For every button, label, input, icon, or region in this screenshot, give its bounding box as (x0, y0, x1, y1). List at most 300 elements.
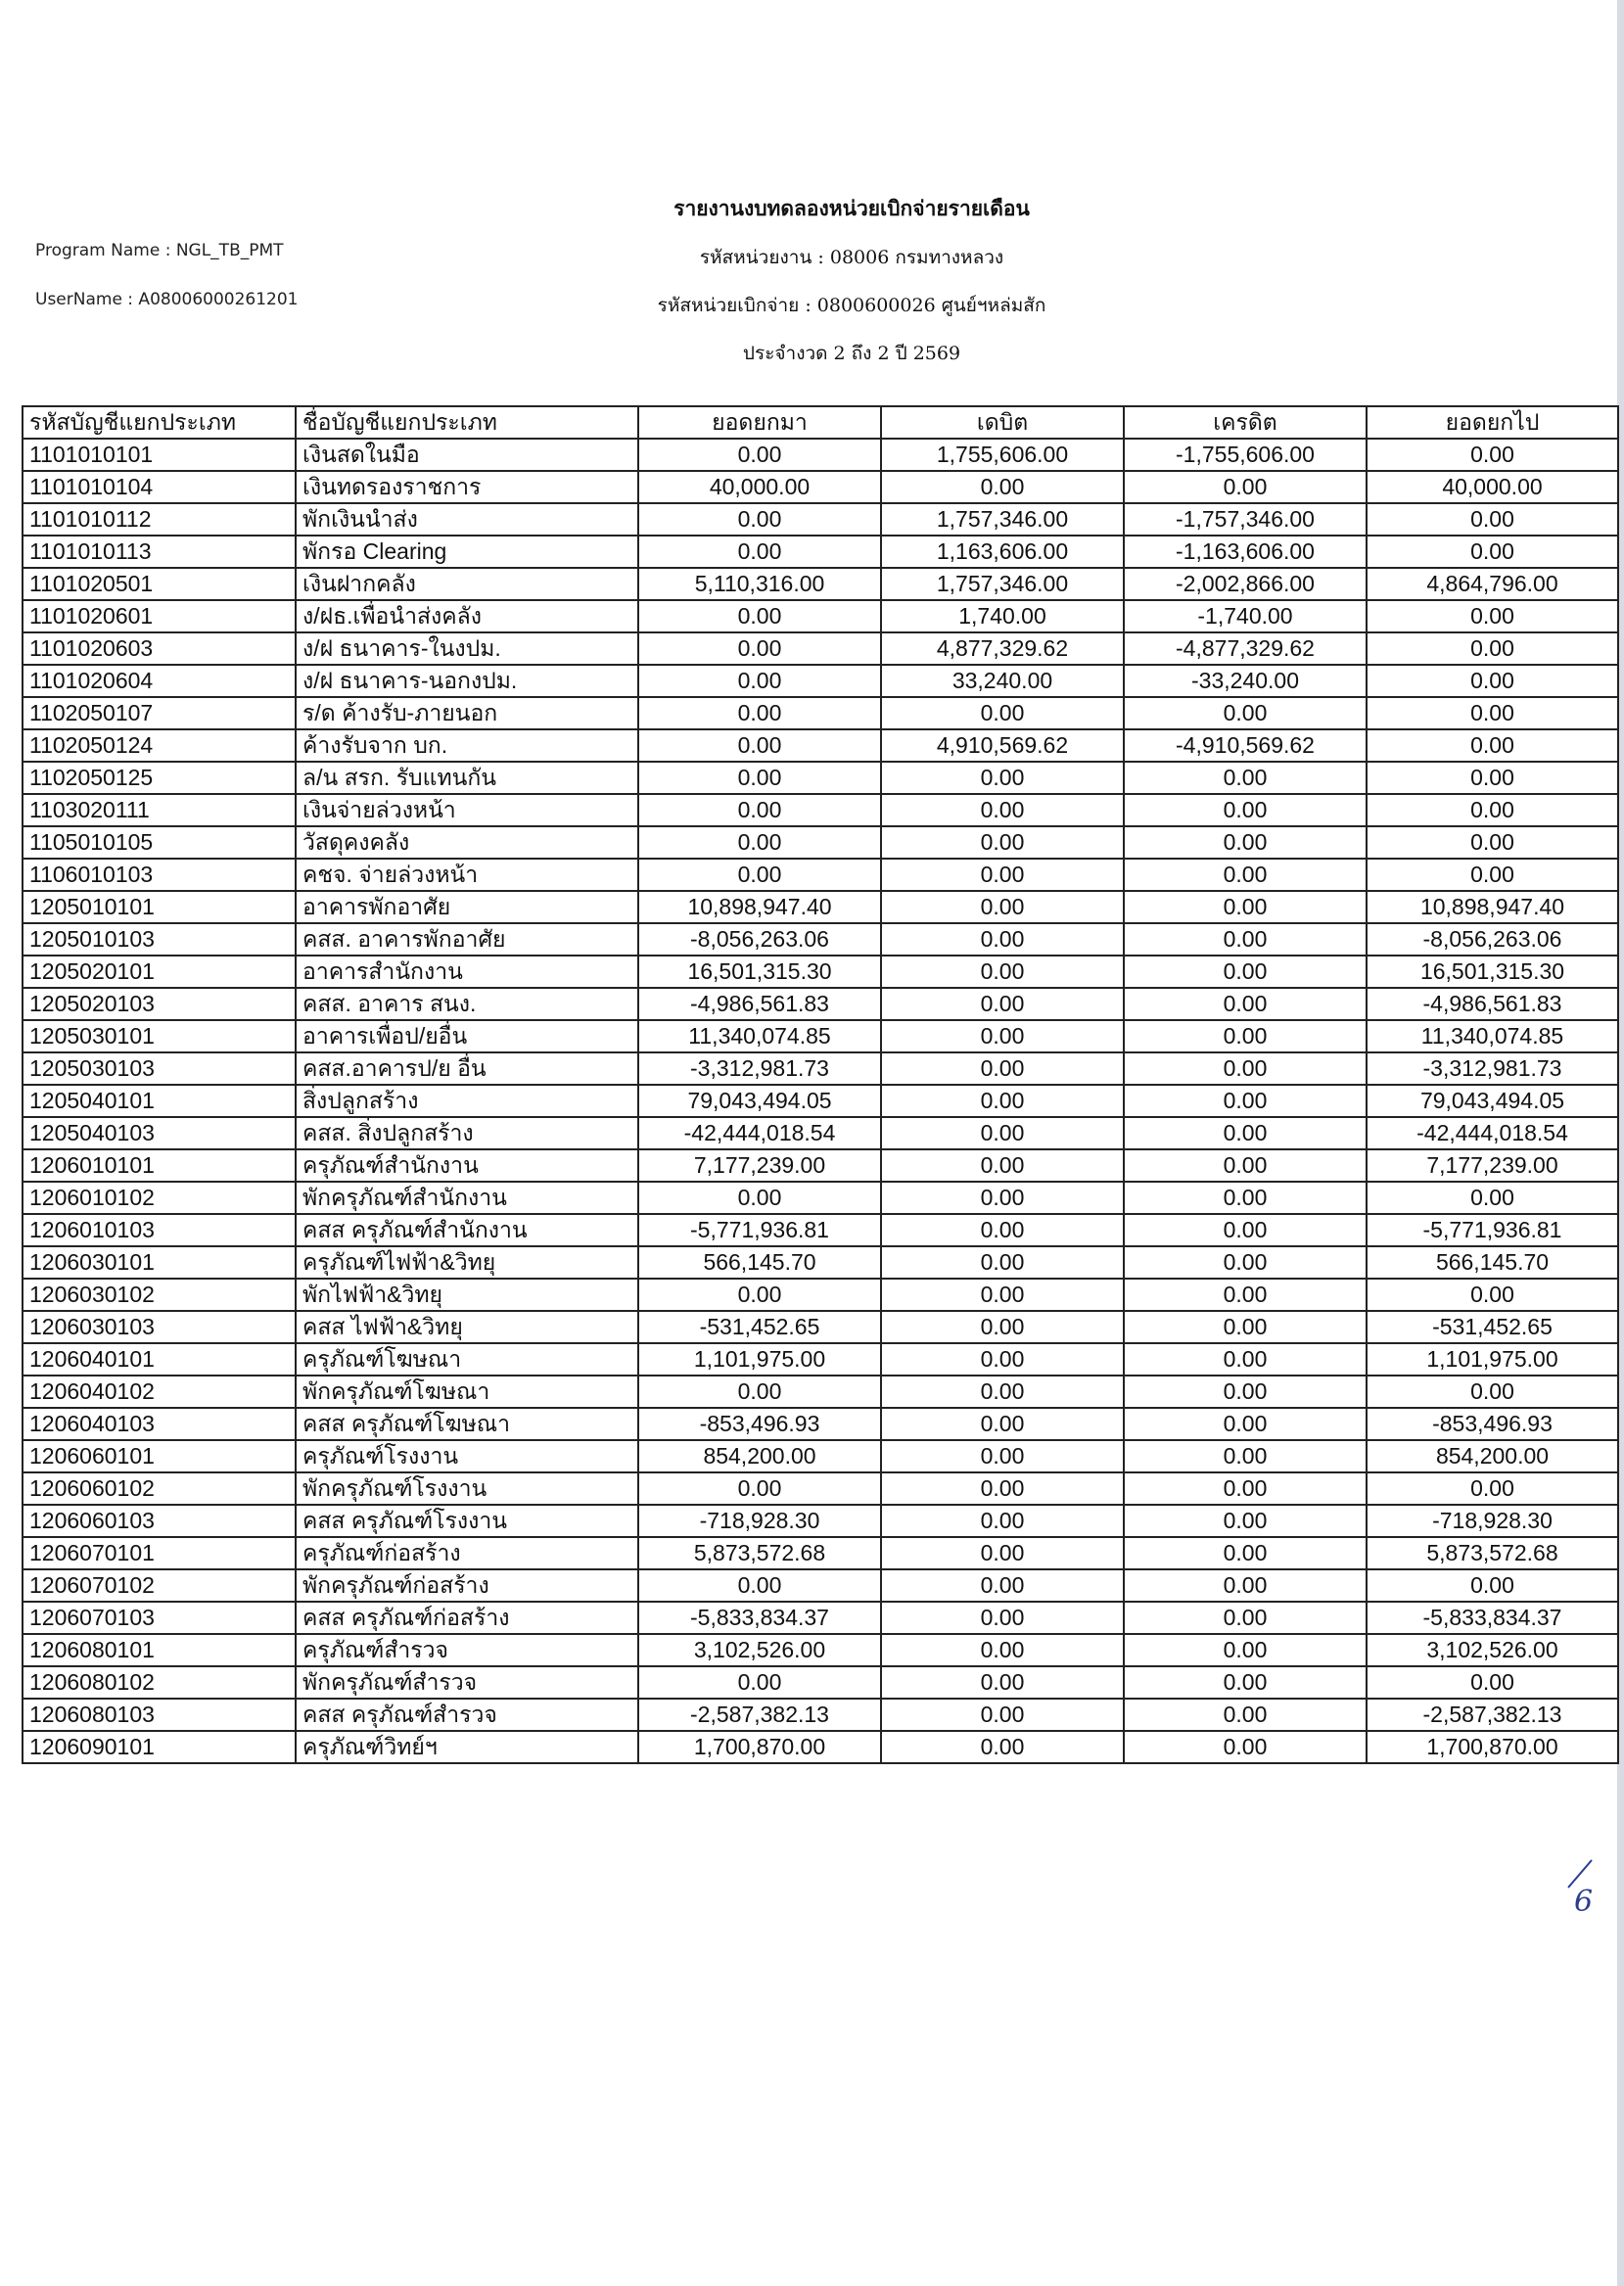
cell-account-name: อาคารเพื่อป/ยอื่น (296, 1020, 638, 1052)
cell-opening-balance: 16,501,315.30 (638, 956, 881, 988)
cell-credit: 0.00 (1124, 1666, 1367, 1699)
table-row (23, 1214, 1618, 1246)
cell-closing-balance: -853,496.93 (1367, 1408, 1618, 1440)
cell-debit: 0.00 (881, 794, 1124, 826)
table-row (23, 1182, 1618, 1214)
table-row (23, 600, 1618, 632)
cell-closing-balance: 0.00 (1367, 1182, 1618, 1214)
table-row (23, 1117, 1618, 1149)
cell-account-name: พักครุภัณฑ์โฆษณา (296, 1376, 638, 1408)
cell-closing-balance: 0.00 (1367, 1472, 1618, 1505)
cell-opening-balance: 1,101,975.00 (638, 1343, 881, 1376)
cell-closing-balance: 0.00 (1367, 826, 1618, 859)
cell-credit: 0.00 (1124, 1246, 1367, 1279)
cell-account-name: พักครุภัณฑ์สำรวจ (296, 1666, 638, 1699)
table-row (23, 536, 1618, 568)
cell-account-code: 1206010102 (23, 1182, 296, 1214)
cell-debit: 0.00 (881, 1472, 1124, 1505)
cell-debit: 0.00 (881, 1149, 1124, 1182)
cell-account-name: พักครุภัณฑ์โรงงาน (296, 1472, 638, 1505)
cell-closing-balance: 0.00 (1367, 859, 1618, 891)
cell-closing-balance: 79,043,494.05 (1367, 1085, 1618, 1117)
table-row (23, 891, 1618, 923)
cell-account-code: 1101020501 (23, 568, 296, 600)
cell-credit: 0.00 (1124, 1279, 1367, 1311)
handwritten-page-number (1562, 1858, 1598, 1919)
cell-account-name: ง/ฝ ธนาคาร-นอกงปม. (296, 665, 638, 697)
cell-credit: 0.00 (1124, 1440, 1367, 1472)
cell-account-name: ล/น สรก. รับแทนกัน (296, 762, 638, 794)
cell-opening-balance: 5,873,572.68 (638, 1537, 881, 1569)
table-row (23, 762, 1618, 794)
cell-credit: 0.00 (1124, 1472, 1367, 1505)
cell-closing-balance: 0.00 (1367, 439, 1618, 471)
period-line: ประจำงวด 2 ถึง 2 ปี 2569 (742, 343, 961, 364)
cell-account-name: ครุภัณฑ์ไฟฟ้า&วิทยุ (296, 1246, 638, 1279)
cell-debit: 0.00 (881, 1505, 1124, 1537)
cell-debit: 0.00 (881, 1376, 1124, 1408)
cell-debit: 0.00 (881, 1311, 1124, 1343)
cell-debit: 0.00 (881, 1214, 1124, 1246)
cell-opening-balance: -4,986,561.83 (638, 988, 881, 1020)
cell-credit: 0.00 (1124, 923, 1367, 956)
cell-opening-balance: 0.00 (638, 503, 881, 536)
cell-account-code: 1206040102 (23, 1376, 296, 1408)
column-header-debit: เดบิต (881, 406, 1124, 439)
cell-account-name: เงินสดในมือ (296, 439, 638, 471)
cell-account-code: 1206080101 (23, 1634, 296, 1666)
table-header-row (23, 406, 1618, 439)
cell-debit: 0.00 (881, 1602, 1124, 1634)
table-row (23, 1085, 1618, 1117)
cell-debit: 0.00 (881, 471, 1124, 503)
cell-credit: 0.00 (1124, 1214, 1367, 1246)
column-header-account-code: รหัสบัญชีแยกประเภท (23, 406, 296, 439)
cell-debit: 0.00 (881, 1052, 1124, 1085)
table-row (23, 1279, 1618, 1311)
table-row (23, 1634, 1618, 1666)
table-row (23, 1020, 1618, 1052)
cell-debit: 0.00 (881, 1569, 1124, 1602)
cell-account-code: 1101010101 (23, 439, 296, 471)
cell-account-name: คสส ครุภัณฑ์สำรวจ (296, 1699, 638, 1731)
cell-account-name: เงินทดรองราชการ (296, 471, 638, 503)
cell-closing-balance: -4,986,561.83 (1367, 988, 1618, 1020)
cell-account-name: ง/ฝ ธนาคาร-ในงปม. (296, 632, 638, 665)
cell-debit: 1,757,346.00 (881, 503, 1124, 536)
table-row (23, 439, 1618, 471)
cell-closing-balance: 0.00 (1367, 1279, 1618, 1311)
cell-opening-balance: -853,496.93 (638, 1408, 881, 1440)
cell-credit: 0.00 (1124, 1537, 1367, 1569)
cell-closing-balance: 4,864,796.00 (1367, 568, 1618, 600)
cell-account-name: ร/ด ค้างรับ-ภายนอก (296, 697, 638, 729)
cell-account-name: พักไฟฟ้า&วิทยุ (296, 1279, 638, 1311)
cell-opening-balance: -42,444,018.54 (638, 1117, 881, 1149)
cell-opening-balance: -5,771,936.81 (638, 1214, 881, 1246)
cell-credit: 0.00 (1124, 891, 1367, 923)
cell-account-code: 1205010103 (23, 923, 296, 956)
cell-opening-balance: -8,056,263.06 (638, 923, 881, 956)
cell-credit: 0.00 (1124, 1149, 1367, 1182)
table-row (23, 632, 1618, 665)
cell-debit: 0.00 (881, 956, 1124, 988)
cell-credit: 0.00 (1124, 988, 1367, 1020)
cell-account-code: 1205010101 (23, 891, 296, 923)
cell-account-code: 1101010113 (23, 536, 296, 568)
cell-account-name: พักครุภัณฑ์สำนักงาน (296, 1182, 638, 1214)
table-row (23, 568, 1618, 600)
column-header-account-name: ชื่อบัญชีแยกประเภท (296, 406, 638, 439)
cell-debit: 0.00 (881, 1020, 1124, 1052)
cell-closing-balance: 16,501,315.30 (1367, 956, 1618, 988)
cell-credit: 0.00 (1124, 762, 1367, 794)
cell-account-code: 1101020604 (23, 665, 296, 697)
table-row (23, 1149, 1618, 1182)
cell-closing-balance: -42,444,018.54 (1367, 1117, 1618, 1149)
cell-opening-balance: 566,145.70 (638, 1246, 881, 1279)
cell-credit: 0.00 (1124, 1085, 1367, 1117)
cell-account-code: 1206080103 (23, 1699, 296, 1731)
cell-opening-balance: 0.00 (638, 632, 881, 665)
cell-debit: 0.00 (881, 859, 1124, 891)
table-row (23, 826, 1618, 859)
cell-credit: 0.00 (1124, 1731, 1367, 1763)
cell-closing-balance: 0.00 (1367, 762, 1618, 794)
cell-closing-balance: 0.00 (1367, 503, 1618, 536)
cell-closing-balance: 0.00 (1367, 697, 1618, 729)
trial-balance-table (22, 405, 1619, 1764)
cell-debit: 0.00 (881, 1117, 1124, 1149)
cell-closing-balance: 40,000.00 (1367, 471, 1618, 503)
cell-credit: 0.00 (1124, 471, 1367, 503)
table-row (23, 1505, 1618, 1537)
cell-opening-balance: 0.00 (638, 1472, 881, 1505)
cell-credit: 0.00 (1124, 1505, 1367, 1537)
cell-credit: -4,877,329.62 (1124, 632, 1367, 665)
cell-account-name: เงินจ่ายล่วงหน้า (296, 794, 638, 826)
cell-closing-balance: -3,312,981.73 (1367, 1052, 1618, 1085)
cell-credit: -33,240.00 (1124, 665, 1367, 697)
cell-account-code: 1102050124 (23, 729, 296, 762)
table-row (23, 1408, 1618, 1440)
cell-opening-balance: -2,587,382.13 (638, 1699, 881, 1731)
table-row (23, 1602, 1618, 1634)
disbursement-unit-line: รหัสหน่วยเบิกจ่าย : 0800600026 ศูนย์ฯหล่มสัก (657, 295, 1046, 316)
cell-account-name: อาคารพักอาศัย (296, 891, 638, 923)
cell-account-code: 1205030101 (23, 1020, 296, 1052)
cell-account-name: คสส.อาคารป/ย อื่น (296, 1052, 638, 1085)
cell-debit: 0.00 (881, 923, 1124, 956)
cell-debit: 33,240.00 (881, 665, 1124, 697)
cell-account-code: 1206060101 (23, 1440, 296, 1472)
cell-debit: 0.00 (881, 1246, 1124, 1279)
cell-debit: 0.00 (881, 1279, 1124, 1311)
cell-debit: 0.00 (881, 1440, 1124, 1472)
cell-debit: 0.00 (881, 1537, 1124, 1569)
cell-account-code: 1206040101 (23, 1343, 296, 1376)
cell-account-code: 1206060102 (23, 1472, 296, 1505)
cell-account-code: 1206070102 (23, 1569, 296, 1602)
cell-account-code: 1205020101 (23, 956, 296, 988)
table-row (23, 697, 1618, 729)
table-row (23, 1343, 1618, 1376)
table-row (23, 956, 1618, 988)
cell-opening-balance: 854,200.00 (638, 1440, 881, 1472)
cell-closing-balance: 0.00 (1367, 536, 1618, 568)
cell-closing-balance: 10,898,947.40 (1367, 891, 1618, 923)
cell-debit: 0.00 (881, 1343, 1124, 1376)
cell-credit: 0.00 (1124, 1376, 1367, 1408)
table-row (23, 1472, 1618, 1505)
cell-opening-balance: 0.00 (638, 536, 881, 568)
cell-account-code: 1206080102 (23, 1666, 296, 1699)
cell-account-code: 1206070103 (23, 1602, 296, 1634)
cell-opening-balance: 0.00 (638, 794, 881, 826)
cell-credit: -1,757,346.00 (1124, 503, 1367, 536)
table-row (23, 1376, 1618, 1408)
cell-account-name: คชจ. จ่ายล่วงหน้า (296, 859, 638, 891)
cell-debit: 0.00 (881, 1699, 1124, 1731)
cell-debit: 1,740.00 (881, 600, 1124, 632)
cell-account-name: สิ่งปลูกสร้าง (296, 1085, 638, 1117)
table-row (23, 1311, 1618, 1343)
cell-account-name: อาคารสำนักงาน (296, 956, 638, 988)
table-row (23, 988, 1618, 1020)
table-row (23, 471, 1618, 503)
report-title: รายงานงบทดลองหน่วยเบิกจ่ายรายเดือน (673, 196, 1030, 220)
cell-closing-balance: 0.00 (1367, 1569, 1618, 1602)
cell-credit: 0.00 (1124, 1602, 1367, 1634)
cell-opening-balance: 3,102,526.00 (638, 1634, 881, 1666)
cell-opening-balance: 10,898,947.40 (638, 891, 881, 923)
cell-account-name: คสส ครุภัณฑ์ก่อสร้าง (296, 1602, 638, 1634)
cell-account-name: ง/ฝธ.เพื่อนำส่งคลัง (296, 600, 638, 632)
cell-opening-balance: 0.00 (638, 859, 881, 891)
cell-opening-balance: 5,110,316.00 (638, 568, 881, 600)
cell-opening-balance: 0.00 (638, 665, 881, 697)
cell-credit: 0.00 (1124, 956, 1367, 988)
cell-opening-balance: 0.00 (638, 1569, 881, 1602)
cell-opening-balance: 0.00 (638, 826, 881, 859)
cell-closing-balance: 566,145.70 (1367, 1246, 1618, 1279)
table-row (23, 1666, 1618, 1699)
table-row (23, 1731, 1618, 1763)
cell-opening-balance: 1,700,870.00 (638, 1731, 881, 1763)
cell-closing-balance: 0.00 (1367, 729, 1618, 762)
cell-account-name: เงินฝากคลัง (296, 568, 638, 600)
cell-credit: 0.00 (1124, 1117, 1367, 1149)
cell-credit: 0.00 (1124, 1408, 1367, 1440)
cell-credit: 0.00 (1124, 1569, 1367, 1602)
cell-debit: 0.00 (881, 1731, 1124, 1763)
cell-account-name: พักครุภัณฑ์ก่อสร้าง (296, 1569, 638, 1602)
cell-account-code: 1206010103 (23, 1214, 296, 1246)
cell-debit: 4,877,329.62 (881, 632, 1124, 665)
cell-account-code: 1206030103 (23, 1311, 296, 1343)
cell-account-name: พักรอ Clearing (296, 536, 638, 568)
table-row (23, 665, 1618, 697)
cell-debit: 0.00 (881, 1085, 1124, 1117)
table-row (23, 1246, 1618, 1279)
cell-account-name: ครุภัณฑ์สำรวจ (296, 1634, 638, 1666)
cell-closing-balance: 0.00 (1367, 1666, 1618, 1699)
cell-account-name: คสส. อาคารพักอาศัย (296, 923, 638, 956)
cell-account-name: คสส. สิ่งปลูกสร้าง (296, 1117, 638, 1149)
cell-credit: 0.00 (1124, 1052, 1367, 1085)
table-row (23, 1699, 1618, 1731)
cell-closing-balance: 5,873,572.68 (1367, 1537, 1618, 1569)
column-header-closing-balance: ยอดยกไป (1367, 406, 1618, 439)
table-row (23, 1569, 1618, 1602)
cell-opening-balance: -531,452.65 (638, 1311, 881, 1343)
agency-line: รหัสหน่วยงาน : 08006 กรมทางหลวง (699, 247, 1004, 268)
cell-account-name: คสส ไฟฟ้า&วิทยุ (296, 1311, 638, 1343)
cell-credit: 0.00 (1124, 794, 1367, 826)
cell-opening-balance: -3,312,981.73 (638, 1052, 881, 1085)
table-row (23, 1440, 1618, 1472)
cell-credit: 0.00 (1124, 1311, 1367, 1343)
cell-account-name: พักเงินนำส่ง (296, 503, 638, 536)
cell-closing-balance: -8,056,263.06 (1367, 923, 1618, 956)
cell-account-code: 1101020603 (23, 632, 296, 665)
cell-account-code: 1101010112 (23, 503, 296, 536)
cell-opening-balance: -718,928.30 (638, 1505, 881, 1537)
cell-account-code: 1102050125 (23, 762, 296, 794)
cell-account-code: 1105010105 (23, 826, 296, 859)
cell-closing-balance: -5,833,834.37 (1367, 1602, 1618, 1634)
cell-opening-balance: 0.00 (638, 1279, 881, 1311)
cell-closing-balance: 854,200.00 (1367, 1440, 1618, 1472)
cell-closing-balance: 7,177,239.00 (1367, 1149, 1618, 1182)
cell-closing-balance: 11,340,074.85 (1367, 1020, 1618, 1052)
table-row (23, 1537, 1618, 1569)
cell-debit: 0.00 (881, 1408, 1124, 1440)
cell-opening-balance: 40,000.00 (638, 471, 881, 503)
cell-debit: 0.00 (881, 1666, 1124, 1699)
cell-credit: 0.00 (1124, 1182, 1367, 1214)
cell-credit: -4,910,569.62 (1124, 729, 1367, 762)
cell-closing-balance: -2,587,382.13 (1367, 1699, 1618, 1731)
cell-account-name: ครุภัณฑ์โรงงาน (296, 1440, 638, 1472)
cell-closing-balance: -718,928.30 (1367, 1505, 1618, 1537)
cell-account-name: วัสดุคงคลัง (296, 826, 638, 859)
cell-account-code: 1101010104 (23, 471, 296, 503)
cell-credit: 0.00 (1124, 1699, 1367, 1731)
cell-opening-balance: 0.00 (638, 1376, 881, 1408)
cell-closing-balance: 0.00 (1367, 632, 1618, 665)
cell-closing-balance: 0.00 (1367, 600, 1618, 632)
cell-opening-balance: 0.00 (638, 729, 881, 762)
cell-closing-balance: 0.00 (1367, 665, 1618, 697)
cell-account-name: คสส ครุภัณฑ์สำนักงาน (296, 1214, 638, 1246)
cell-credit: 0.00 (1124, 826, 1367, 859)
table-row (23, 503, 1618, 536)
cell-credit: 0.00 (1124, 859, 1367, 891)
cell-closing-balance: 0.00 (1367, 794, 1618, 826)
cell-account-name: ครุภัณฑ์โฆษณา (296, 1343, 638, 1376)
cell-debit: 1,755,606.00 (881, 439, 1124, 471)
column-header-opening-balance: ยอดยกมา (638, 406, 881, 439)
cell-debit: 0.00 (881, 1182, 1124, 1214)
cell-account-name: ครุภัณฑ์สำนักงาน (296, 1149, 638, 1182)
cell-account-code: 1206040103 (23, 1408, 296, 1440)
cell-closing-balance: 1,700,870.00 (1367, 1731, 1618, 1763)
cell-account-code: 1206070101 (23, 1537, 296, 1569)
cell-account-name: คสส. อาคาร สนง. (296, 988, 638, 1020)
cell-closing-balance: 0.00 (1367, 1376, 1618, 1408)
cell-opening-balance: 79,043,494.05 (638, 1085, 881, 1117)
cell-debit: 0.00 (881, 988, 1124, 1020)
cell-debit: 4,910,569.62 (881, 729, 1124, 762)
cell-account-name: ค้างรับจาก บก. (296, 729, 638, 762)
program-name-label: Program Name : NGL_TB_PMT (35, 241, 284, 260)
cell-debit: 0.00 (881, 1634, 1124, 1666)
cell-account-code: 1206030102 (23, 1279, 296, 1311)
table-row (23, 729, 1618, 762)
cell-credit: -1,163,606.00 (1124, 536, 1367, 568)
user-name-label: UserName : A08006000261201 (35, 290, 299, 309)
cell-opening-balance: 0.00 (638, 600, 881, 632)
column-header-credit: เครดิต (1124, 406, 1367, 439)
cell-debit: 0.00 (881, 762, 1124, 794)
cell-account-name: ครุภัณฑ์ก่อสร้าง (296, 1537, 638, 1569)
cell-opening-balance: 11,340,074.85 (638, 1020, 881, 1052)
cell-account-code: 1205040101 (23, 1085, 296, 1117)
cell-credit: -1,740.00 (1124, 600, 1367, 632)
cell-opening-balance: 0.00 (638, 439, 881, 471)
cell-account-code: 1205020103 (23, 988, 296, 1020)
cell-closing-balance: 1,101,975.00 (1367, 1343, 1618, 1376)
cell-closing-balance: 3,102,526.00 (1367, 1634, 1618, 1666)
cell-opening-balance: -5,833,834.37 (638, 1602, 881, 1634)
cell-debit: 1,163,606.00 (881, 536, 1124, 568)
table-row (23, 859, 1618, 891)
cell-credit: 0.00 (1124, 697, 1367, 729)
cell-account-code: 1206060103 (23, 1505, 296, 1537)
cell-account-code: 1106010103 (23, 859, 296, 891)
cell-account-code: 1205040103 (23, 1117, 296, 1149)
cell-opening-balance: 7,177,239.00 (638, 1149, 881, 1182)
cell-opening-balance: 0.00 (638, 1182, 881, 1214)
cell-debit: 1,757,346.00 (881, 568, 1124, 600)
page-number-text: 6 (1574, 1885, 1594, 1919)
cell-account-code: 1101020601 (23, 600, 296, 632)
table-row (23, 1052, 1618, 1085)
cell-opening-balance: 0.00 (638, 762, 881, 794)
cell-credit: 0.00 (1124, 1020, 1367, 1052)
table-row (23, 923, 1618, 956)
cell-account-name: คสส ครุภัณฑ์โรงงาน (296, 1505, 638, 1537)
cell-credit: -2,002,866.00 (1124, 568, 1367, 600)
cell-closing-balance: -5,771,936.81 (1367, 1214, 1618, 1246)
cell-credit: -1,755,606.00 (1124, 439, 1367, 471)
cell-account-code: 1103020111 (23, 794, 296, 826)
cell-account-code: 1102050107 (23, 697, 296, 729)
cell-closing-balance: -531,452.65 (1367, 1311, 1618, 1343)
cell-opening-balance: 0.00 (638, 697, 881, 729)
cell-account-code: 1206090101 (23, 1731, 296, 1763)
cell-debit: 0.00 (881, 891, 1124, 923)
cell-account-code: 1205030103 (23, 1052, 296, 1085)
cell-account-name: ครุภัณฑ์วิทย์ฯ (296, 1731, 638, 1763)
cell-credit: 0.00 (1124, 1634, 1367, 1666)
cell-credit: 0.00 (1124, 1343, 1367, 1376)
cell-debit: 0.00 (881, 826, 1124, 859)
cell-account-code: 1206010101 (23, 1149, 296, 1182)
cell-debit: 0.00 (881, 697, 1124, 729)
cell-account-name: คสส ครุภัณฑ์โฆษณา (296, 1408, 638, 1440)
